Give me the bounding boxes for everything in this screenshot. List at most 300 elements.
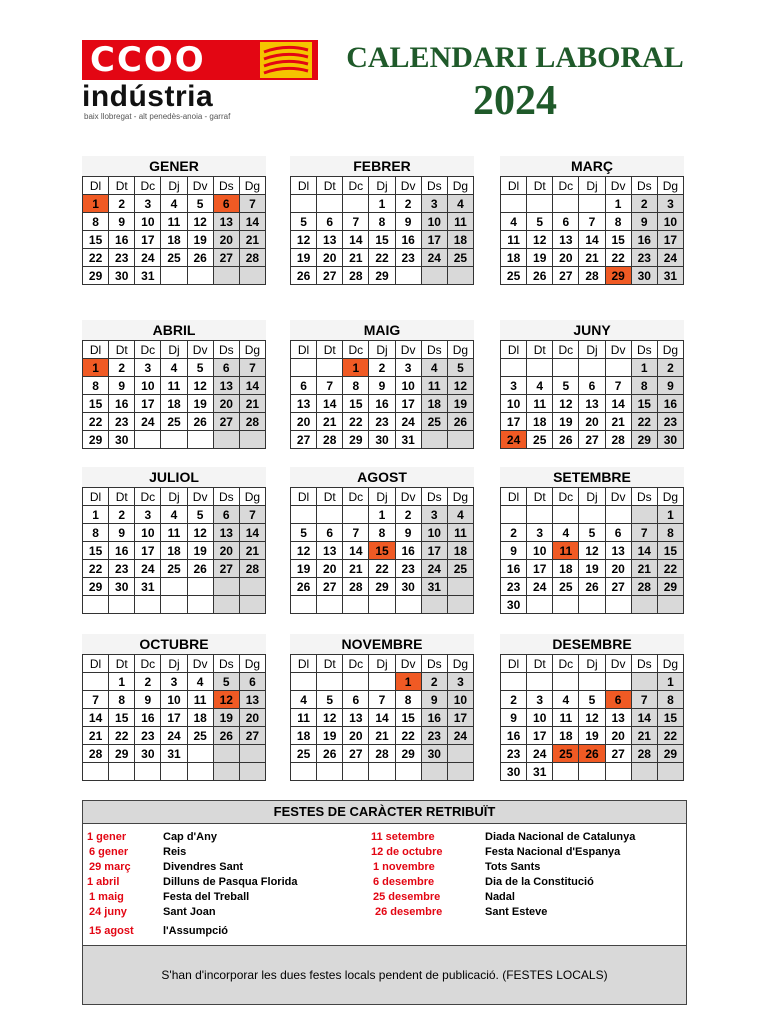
month-name: MAIG: [290, 320, 474, 340]
month-calendar: [290, 467, 474, 614]
weekday-header: Dj: [369, 488, 395, 506]
day-cell: 1: [657, 506, 683, 524]
weekday-header: Dv: [395, 488, 421, 506]
empty-cell: [109, 596, 135, 614]
day-cell: 13: [317, 231, 343, 249]
empty-cell: [161, 763, 187, 781]
day-cell: 12: [317, 709, 343, 727]
day-cell: 20: [343, 727, 369, 745]
day-cell: 30: [135, 745, 161, 763]
day-cell: 16: [369, 395, 395, 413]
day-cell: 8: [83, 213, 109, 231]
day-cell: 8: [369, 524, 395, 542]
empty-cell: [161, 578, 187, 596]
day-cell: 2: [631, 195, 657, 213]
day-cell: 13: [605, 542, 631, 560]
weekday-header: Dv: [605, 655, 631, 673]
month-name: GENER: [82, 156, 266, 176]
month-table: [82, 654, 266, 781]
day-cell: 7: [83, 691, 109, 709]
weekday-header: Dg: [239, 488, 265, 506]
weekday-header: Dg: [447, 655, 473, 673]
day-cell: 20: [213, 542, 239, 560]
empty-cell: [501, 506, 527, 524]
day-cell: 23: [109, 560, 135, 578]
weekday-header: Dt: [109, 655, 135, 673]
month-table: [82, 487, 266, 614]
day-cell: 7: [631, 524, 657, 542]
day-cell: 25: [501, 267, 527, 285]
day-cell: 31: [395, 431, 421, 449]
day-cell: 27: [605, 745, 631, 763]
day-cell: 24: [527, 745, 553, 763]
day-cell: 24: [527, 578, 553, 596]
day-cell: 18: [447, 542, 473, 560]
day-cell: 19: [291, 560, 317, 578]
day-cell: 27: [579, 431, 605, 449]
day-cell: 23: [657, 413, 683, 431]
day-cell: 22: [605, 249, 631, 267]
day-cell: 2: [501, 691, 527, 709]
weekday-header: Dv: [395, 341, 421, 359]
day-cell: 16: [395, 542, 421, 560]
day-cell: 23: [421, 727, 447, 745]
day-cell: 26: [291, 578, 317, 596]
day-cell: 26: [213, 727, 239, 745]
day-cell: 13: [213, 524, 239, 542]
holiday-name: Reis: [163, 846, 187, 858]
holiday-name: Tots Sants: [485, 861, 541, 873]
day-cell: 25: [161, 560, 187, 578]
day-cell: 26: [291, 267, 317, 285]
day-cell: 28: [343, 578, 369, 596]
weekday-header: Ds: [421, 177, 447, 195]
empty-cell: [553, 506, 579, 524]
day-cell: 27: [605, 578, 631, 596]
weekday-header: Dg: [447, 177, 473, 195]
holiday-name: Sant Esteve: [485, 906, 548, 918]
empty-cell: [631, 763, 657, 781]
empty-cell: [501, 673, 527, 691]
day-cell: 22: [395, 727, 421, 745]
empty-cell: [343, 596, 369, 614]
day-cell: 9: [109, 377, 135, 395]
empty-cell: [447, 431, 473, 449]
day-cell: 19: [553, 413, 579, 431]
day-cell: 20: [213, 395, 239, 413]
month-name: ABRIL: [82, 320, 266, 340]
weekday-header: Dg: [239, 341, 265, 359]
day-cell: 10: [421, 524, 447, 542]
day-cell: 5: [579, 524, 605, 542]
day-cell: 17: [421, 542, 447, 560]
month-name: JUNY: [500, 320, 684, 340]
day-cell: 20: [291, 413, 317, 431]
day-cell: 28: [369, 745, 395, 763]
day-cell: 24: [135, 413, 161, 431]
day-cell: 23: [369, 413, 395, 431]
weekday-header: Dt: [527, 341, 553, 359]
holiday-date: 1 novembre: [373, 861, 435, 873]
day-cell: 29: [605, 267, 631, 285]
month-calendar: [82, 320, 266, 449]
day-cell: 2: [657, 359, 683, 377]
day-cell: 25: [447, 249, 473, 267]
weekday-header: Ds: [213, 177, 239, 195]
empty-cell: [605, 506, 631, 524]
weekday-header: Dt: [317, 341, 343, 359]
weekday-header: Dt: [317, 655, 343, 673]
month-table: [500, 654, 684, 781]
day-cell: 7: [579, 213, 605, 231]
holiday-name: Diada Nacional de Catalunya: [485, 831, 636, 843]
month-table: [290, 654, 474, 781]
weekday-header: Dt: [317, 177, 343, 195]
empty-cell: [395, 267, 421, 285]
empty-cell: [579, 763, 605, 781]
day-cell: 3: [501, 377, 527, 395]
day-cell: 22: [343, 413, 369, 431]
day-cell: 30: [109, 578, 135, 596]
weekday-header: Dt: [109, 177, 135, 195]
day-cell: 26: [579, 745, 605, 763]
local-holidays-note: S'han d'incorporar les dues festes locals pendent de publicació. (FESTES LOCALS): [83, 945, 686, 1004]
day-cell: 24: [135, 249, 161, 267]
empty-cell: [291, 359, 317, 377]
day-cell: 14: [343, 231, 369, 249]
day-cell: 18: [447, 231, 473, 249]
day-cell: 20: [605, 560, 631, 578]
day-cell: 12: [447, 377, 473, 395]
day-cell: 15: [657, 709, 683, 727]
day-cell: 3: [135, 506, 161, 524]
day-cell: 4: [187, 673, 213, 691]
weekday-header: Ds: [213, 341, 239, 359]
day-cell: 18: [187, 709, 213, 727]
day-cell: 18: [291, 727, 317, 745]
day-cell: 30: [369, 431, 395, 449]
empty-cell: [605, 359, 631, 377]
day-cell: 29: [83, 267, 109, 285]
day-cell: 29: [109, 745, 135, 763]
weekday-header: Ds: [421, 341, 447, 359]
day-cell: 8: [109, 691, 135, 709]
empty-cell: [291, 763, 317, 781]
day-cell: 7: [239, 506, 265, 524]
weekday-header: Ds: [631, 488, 657, 506]
day-cell: 20: [213, 231, 239, 249]
month-calendar: [290, 320, 474, 449]
empty-cell: [161, 596, 187, 614]
empty-cell: [213, 578, 239, 596]
holiday-date: 24 juny: [89, 906, 127, 918]
day-cell: 6: [553, 213, 579, 231]
empty-cell: [317, 195, 343, 213]
logo-sector: indústria: [82, 80, 214, 113]
day-cell: 4: [161, 359, 187, 377]
empty-cell: [527, 506, 553, 524]
day-cell: 14: [343, 542, 369, 560]
day-cell: 14: [631, 542, 657, 560]
day-cell: 6: [213, 506, 239, 524]
day-cell: 18: [553, 727, 579, 745]
day-cell: 21: [239, 231, 265, 249]
day-cell: 18: [161, 542, 187, 560]
empty-cell: [317, 506, 343, 524]
day-cell: 13: [317, 542, 343, 560]
day-cell: 1: [395, 673, 421, 691]
day-cell: 21: [631, 560, 657, 578]
empty-cell: [213, 596, 239, 614]
weekday-header: Dc: [343, 655, 369, 673]
empty-cell: [369, 763, 395, 781]
day-cell: 8: [605, 213, 631, 231]
day-cell: 13: [605, 709, 631, 727]
day-cell: 15: [657, 542, 683, 560]
day-cell: 1: [83, 359, 109, 377]
day-cell: 26: [527, 267, 553, 285]
day-cell: 8: [83, 524, 109, 542]
empty-cell: [343, 506, 369, 524]
day-cell: 22: [83, 560, 109, 578]
day-cell: 16: [501, 560, 527, 578]
day-cell: 29: [395, 745, 421, 763]
day-cell: 25: [527, 431, 553, 449]
day-cell: 10: [161, 691, 187, 709]
day-cell: 15: [343, 395, 369, 413]
day-cell: 7: [239, 195, 265, 213]
day-cell: 15: [83, 542, 109, 560]
month-calendar: [82, 156, 266, 285]
month-name: SETEMBRE: [500, 467, 684, 487]
day-cell: 25: [291, 745, 317, 763]
day-cell: 22: [369, 560, 395, 578]
empty-cell: [83, 673, 109, 691]
empty-cell: [187, 431, 213, 449]
empty-cell: [553, 673, 579, 691]
day-cell: 6: [239, 673, 265, 691]
day-cell: 15: [631, 395, 657, 413]
day-cell: 22: [83, 413, 109, 431]
weekday-header: Dv: [187, 488, 213, 506]
empty-cell: [213, 763, 239, 781]
empty-cell: [187, 745, 213, 763]
day-cell: 20: [239, 709, 265, 727]
weekday-header: Dt: [527, 655, 553, 673]
day-cell: 8: [657, 524, 683, 542]
day-cell: 6: [317, 213, 343, 231]
day-cell: 24: [161, 727, 187, 745]
empty-cell: [317, 596, 343, 614]
holiday-name: Divendres Sant: [163, 861, 244, 873]
day-cell: 24: [657, 249, 683, 267]
day-cell: 27: [317, 578, 343, 596]
weekday-header: Dv: [395, 177, 421, 195]
empty-cell: [187, 578, 213, 596]
day-cell: 31: [135, 578, 161, 596]
day-cell: 22: [657, 560, 683, 578]
day-cell: 20: [317, 249, 343, 267]
weekday-header: Dc: [135, 488, 161, 506]
empty-cell: [395, 763, 421, 781]
empty-cell: [579, 195, 605, 213]
day-cell: 23: [109, 249, 135, 267]
day-cell: 6: [291, 377, 317, 395]
day-cell: 30: [109, 431, 135, 449]
day-cell: 23: [395, 249, 421, 267]
day-cell: 19: [317, 727, 343, 745]
weekday-header: Dc: [553, 488, 579, 506]
day-cell: 14: [369, 709, 395, 727]
page-year: 2024: [473, 78, 557, 124]
weekday-header: Dv: [187, 655, 213, 673]
weekday-header: Dj: [161, 177, 187, 195]
empty-cell: [605, 763, 631, 781]
day-cell: 19: [527, 249, 553, 267]
day-cell: 26: [187, 560, 213, 578]
holiday-name: Festa Nacional d'Espanya: [485, 846, 621, 858]
empty-cell: [553, 359, 579, 377]
logo-brand: CCOO: [90, 40, 206, 80]
weekday-header: Dl: [501, 177, 527, 195]
day-cell: 26: [187, 249, 213, 267]
day-cell: 26: [187, 413, 213, 431]
weekday-header: Dl: [291, 655, 317, 673]
day-cell: 4: [291, 691, 317, 709]
day-cell: 2: [421, 673, 447, 691]
day-cell: 30: [109, 267, 135, 285]
empty-cell: [395, 596, 421, 614]
weekday-header: Dv: [605, 488, 631, 506]
empty-cell: [291, 195, 317, 213]
day-cell: 5: [187, 359, 213, 377]
empty-cell: [553, 596, 579, 614]
day-cell: 3: [135, 359, 161, 377]
day-cell: 23: [631, 249, 657, 267]
holiday-name: Dilluns de Pasqua Florida: [163, 876, 298, 888]
day-cell: 1: [109, 673, 135, 691]
day-cell: 26: [317, 745, 343, 763]
day-cell: 3: [447, 673, 473, 691]
day-cell: 29: [343, 431, 369, 449]
day-cell: 12: [553, 395, 579, 413]
empty-cell: [447, 745, 473, 763]
empty-cell: [605, 596, 631, 614]
holiday-name: Dia de la Constitució: [485, 876, 594, 888]
day-cell: 28: [239, 413, 265, 431]
empty-cell: [421, 267, 447, 285]
logo-bar: [82, 40, 318, 80]
weekday-header: Dg: [657, 488, 683, 506]
day-cell: 16: [501, 727, 527, 745]
day-cell: 9: [631, 213, 657, 231]
month-table: [290, 340, 474, 449]
day-cell: 27: [213, 560, 239, 578]
day-cell: 17: [135, 231, 161, 249]
day-cell: 28: [343, 267, 369, 285]
day-cell: 5: [317, 691, 343, 709]
empty-cell: [447, 267, 473, 285]
day-cell: 7: [631, 691, 657, 709]
holiday-date: 6 gener: [89, 846, 129, 858]
empty-cell: [421, 431, 447, 449]
day-cell: 20: [579, 413, 605, 431]
day-cell: 26: [447, 413, 473, 431]
empty-cell: [553, 763, 579, 781]
day-cell: 17: [527, 560, 553, 578]
day-cell: 27: [239, 727, 265, 745]
day-cell: 3: [421, 506, 447, 524]
day-cell: 13: [579, 395, 605, 413]
day-cell: 17: [135, 395, 161, 413]
weekday-header: Dv: [187, 341, 213, 359]
day-cell: 13: [343, 709, 369, 727]
empty-cell: [239, 578, 265, 596]
empty-cell: [527, 596, 553, 614]
empty-cell: [213, 745, 239, 763]
day-cell: 2: [109, 195, 135, 213]
day-cell: 10: [527, 709, 553, 727]
month-name: DESEMBRE: [500, 634, 684, 654]
weekday-header: Dg: [447, 488, 473, 506]
day-cell: 25: [553, 578, 579, 596]
month-table: [290, 176, 474, 285]
day-cell: 18: [501, 249, 527, 267]
month-name: OCTUBRE: [82, 634, 266, 654]
day-cell: 28: [239, 560, 265, 578]
day-cell: 31: [135, 267, 161, 285]
day-cell: 10: [501, 395, 527, 413]
day-cell: 12: [579, 542, 605, 560]
day-cell: 25: [187, 727, 213, 745]
holiday-date: 1 maig: [89, 891, 124, 903]
day-cell: 23: [395, 560, 421, 578]
day-cell: 1: [343, 359, 369, 377]
day-cell: 19: [187, 542, 213, 560]
day-cell: 8: [395, 691, 421, 709]
day-cell: 13: [239, 691, 265, 709]
day-cell: 16: [631, 231, 657, 249]
day-cell: 2: [109, 506, 135, 524]
day-cell: 27: [291, 431, 317, 449]
day-cell: 9: [421, 691, 447, 709]
empty-cell: [317, 763, 343, 781]
holiday-date: 15 agost: [89, 925, 134, 937]
day-cell: 21: [83, 727, 109, 745]
holiday-date: 6 desembre: [373, 876, 435, 888]
day-cell: 6: [213, 359, 239, 377]
day-cell: 3: [527, 524, 553, 542]
day-cell: 9: [501, 709, 527, 727]
weekday-header: Dg: [657, 341, 683, 359]
day-cell: 20: [553, 249, 579, 267]
empty-cell: [553, 195, 579, 213]
weekday-header: Dv: [605, 341, 631, 359]
day-cell: 4: [553, 691, 579, 709]
day-cell: 2: [109, 359, 135, 377]
day-cell: 19: [187, 395, 213, 413]
day-cell: 8: [343, 377, 369, 395]
weekday-header: Ds: [631, 655, 657, 673]
empty-cell: [213, 431, 239, 449]
weekday-header: Ds: [421, 488, 447, 506]
month-calendar: [500, 634, 684, 781]
day-cell: 10: [135, 524, 161, 542]
day-cell: 7: [239, 359, 265, 377]
weekday-header: Ds: [421, 655, 447, 673]
holiday-name: Sant Joan: [163, 906, 216, 918]
day-cell: 12: [213, 691, 239, 709]
